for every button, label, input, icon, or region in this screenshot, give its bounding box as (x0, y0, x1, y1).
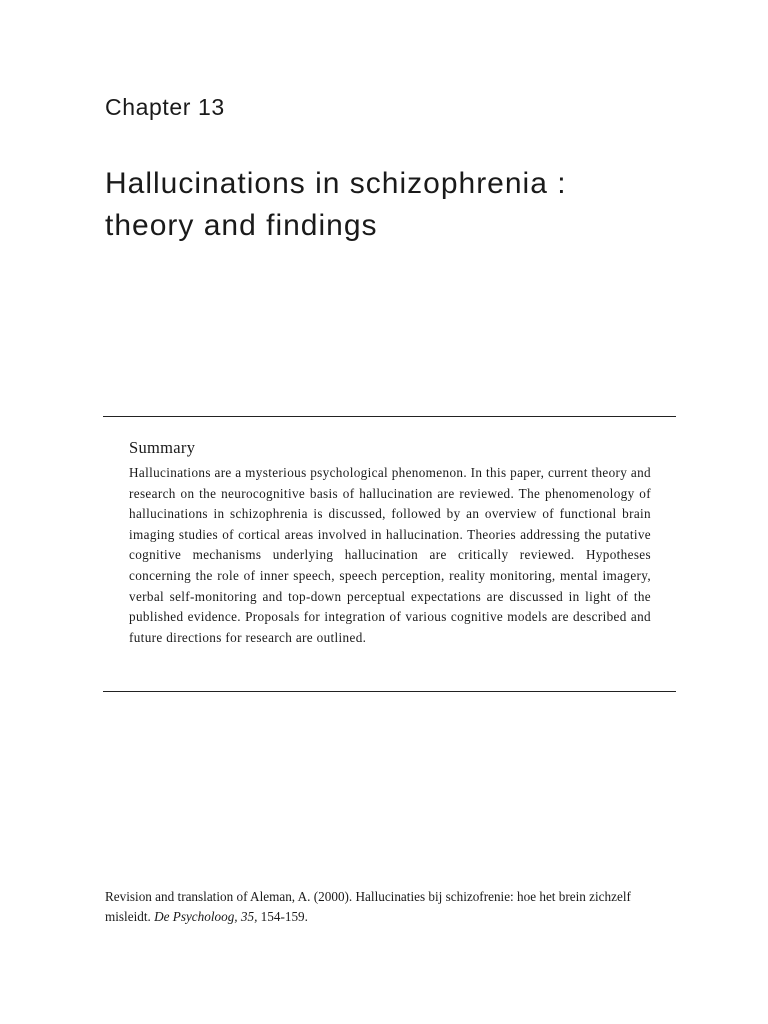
footnote-pages: 154-159. (257, 909, 308, 924)
source-footnote (105, 887, 677, 927)
footnote-journal: De Psycholoog, 35, (154, 909, 258, 924)
chapter-title-line-2: theory and findings (105, 209, 378, 242)
footnote-citation: Revision and translation of Aleman, A. (2000). Hallucinaties bij schizofrenie: hoe het brein zichzelf misleidt. (105, 889, 631, 924)
summary-bottom-rule (103, 691, 676, 692)
summary-top-rule (103, 416, 676, 417)
summary-heading: Summary (129, 438, 196, 457)
chapter-title (105, 163, 725, 247)
chapter-title-line-1: Hallucinations in schizophrenia : (105, 167, 567, 200)
chapter-number: Chapter 13 (105, 94, 225, 120)
summary-body: Hallucinations are a mysterious psychological phenomenon. In this paper, current theory and research on the neurocognitive basis of hallucination are reviewed. The phenomenology of hallucinations in schizophrenia is discussed, followed by an overview of functional brain imaging studies of cortical areas involved in hallucination. Theories addressing the putative cognitive mechanisms underlying hallucination are critically reviewed. Hypotheses concerning the role of inner speech, speech perception, reality monitoring, mental imagery, verbal self-monitoring and top-down perceptual expectations are discussed in light of the published evidence. Proposals for integration of various cognitive models are described and future directions for research are outlined. (129, 465, 651, 645)
summary-section (129, 438, 651, 648)
